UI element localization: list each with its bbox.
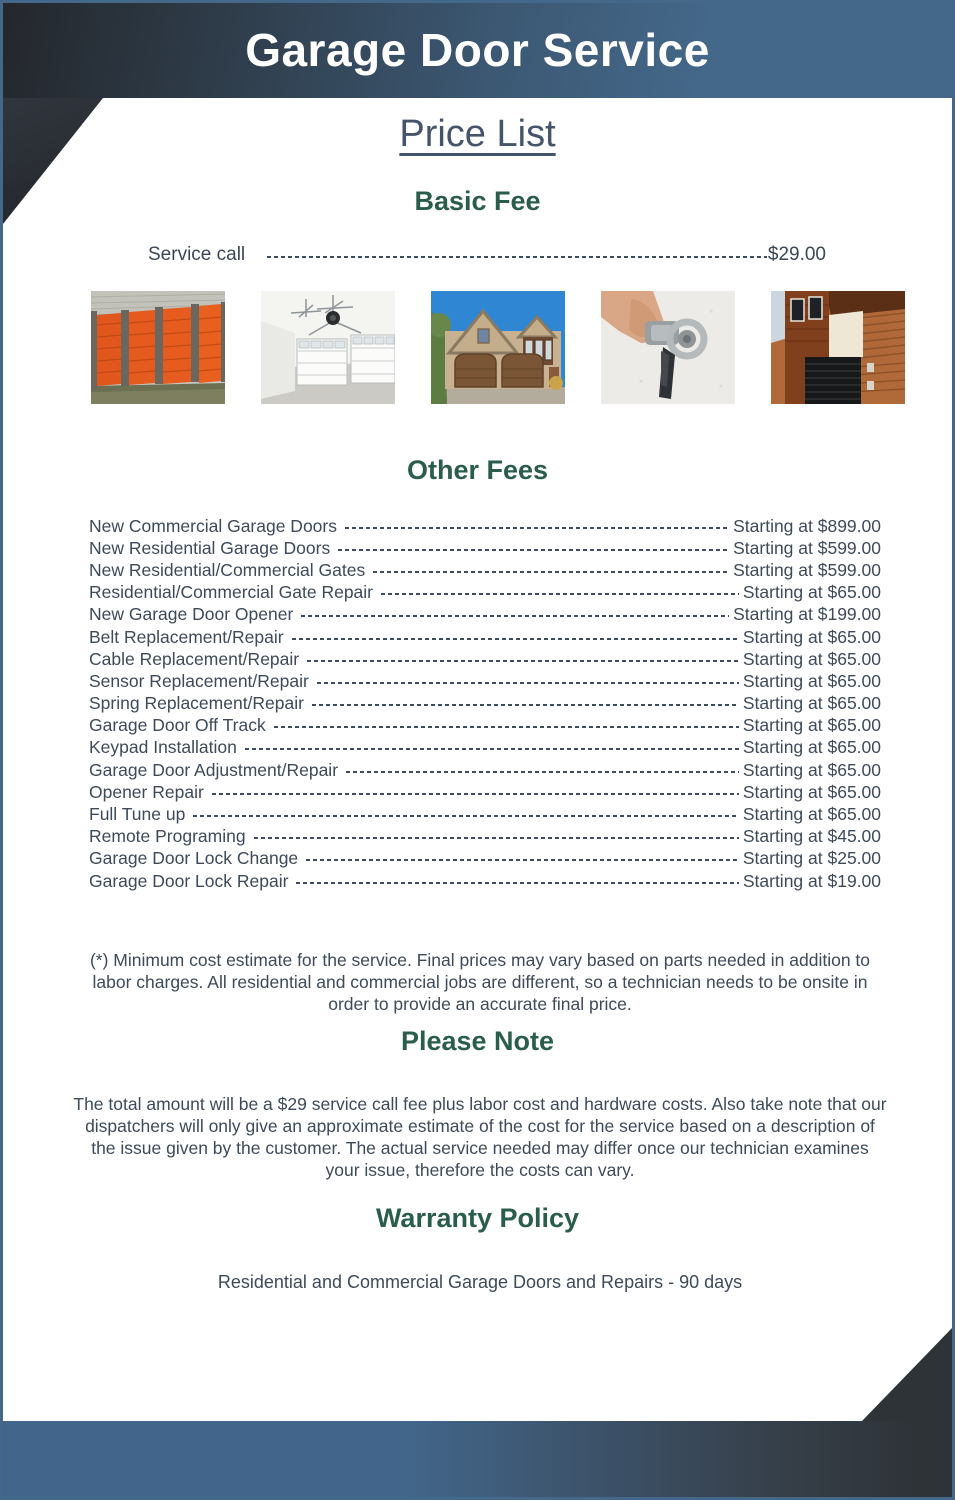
dash-leader bbox=[301, 615, 729, 617]
fee-price: Starting at $199.00 bbox=[733, 604, 881, 625]
dash-leader bbox=[296, 882, 738, 884]
dash-leader bbox=[306, 859, 739, 861]
photo-garage-interior-with-opener bbox=[261, 291, 395, 404]
fee-price: Starting at $599.00 bbox=[733, 537, 881, 558]
fee-row bbox=[89, 537, 881, 559]
fee-row bbox=[89, 515, 881, 537]
dash-leader bbox=[212, 793, 739, 795]
fee-price: Starting at $65.00 bbox=[742, 693, 881, 714]
fee-price: Starting at $65.00 bbox=[742, 804, 881, 825]
fee-row bbox=[89, 626, 881, 648]
fee-row bbox=[89, 826, 881, 848]
fee-label: New Residential/Commercial Gates bbox=[89, 559, 366, 580]
fee-label: Remote Programing bbox=[89, 826, 246, 847]
fee-label: Residential/Commercial Gate Repair bbox=[89, 582, 373, 603]
service-call-row bbox=[148, 244, 826, 266]
fee-row bbox=[89, 781, 881, 803]
fee-price: Starting at $65.00 bbox=[742, 781, 881, 802]
fee-label: Cable Replacement/Repair bbox=[89, 648, 300, 669]
fee-label: Garage Door Lock Repair bbox=[89, 870, 289, 891]
fee-price: Starting at $25.00 bbox=[742, 848, 881, 869]
fee-row bbox=[89, 715, 881, 737]
fee-price: Starting at $19.00 bbox=[742, 870, 881, 891]
fee-row bbox=[89, 803, 881, 825]
fee-price: Starting at $899.00 bbox=[733, 515, 881, 536]
fee-row bbox=[89, 848, 881, 870]
dash-leader bbox=[345, 527, 729, 529]
service-call-label: Service call bbox=[148, 244, 246, 265]
fee-price: Starting at $599.00 bbox=[733, 559, 881, 580]
fee-label: Opener Repair bbox=[89, 781, 204, 802]
fee-price: Starting at $65.00 bbox=[742, 670, 881, 691]
footer-band bbox=[3, 1421, 952, 1497]
fee-list bbox=[89, 515, 881, 892]
fee-price: Starting at $65.00 bbox=[742, 648, 881, 669]
fee-label: Spring Replacement/Repair bbox=[89, 693, 304, 714]
fee-label: Full Tune up bbox=[89, 804, 186, 825]
warranty-heading: Warranty Policy bbox=[375, 1203, 580, 1233]
fee-row bbox=[89, 604, 881, 626]
dash-leader bbox=[254, 837, 739, 839]
dash-leader bbox=[373, 571, 729, 573]
photo-house-with-two-garage-doors bbox=[431, 291, 565, 404]
fee-label: Garage Door Off Track bbox=[89, 715, 266, 736]
fee-row bbox=[89, 737, 881, 759]
dash-leader bbox=[274, 726, 739, 728]
fee-price: Starting at $65.00 bbox=[742, 759, 881, 780]
dash-leader bbox=[307, 660, 739, 662]
fee-price: Starting at $65.00 bbox=[742, 626, 881, 647]
fee-label: Garage Door Lock Change bbox=[89, 848, 299, 869]
service-call-price: $29.00 bbox=[767, 244, 826, 265]
photo-modern-wood-clad-garage bbox=[771, 291, 905, 404]
dash-leader bbox=[245, 748, 739, 750]
fee-label: New Residential Garage Doors bbox=[89, 537, 331, 558]
bottom-right-corner-wedge bbox=[862, 1328, 952, 1421]
pricing-footnote: (*) Minimum cost estimate for the service. Final prices may vary based on parts needed in addition to labor charges. All residential and commercial jobs are different, so a technician needs to be onsite in order to provide an accurate final price. bbox=[89, 949, 871, 1014]
fee-row bbox=[89, 582, 881, 604]
fee-label: Keypad Installation bbox=[89, 737, 237, 758]
basic-fee-heading: Basic Fee bbox=[414, 186, 541, 216]
fee-price: Starting at $65.00 bbox=[742, 582, 881, 603]
dash-leader bbox=[381, 593, 739, 595]
fee-label: Garage Door Adjustment/Repair bbox=[89, 759, 339, 780]
photo-orange-storage-roll-up-doors bbox=[91, 291, 225, 404]
fee-row bbox=[89, 670, 881, 692]
photo-technician-installing-keypad-lock bbox=[601, 291, 735, 404]
please-note-heading: Please Note bbox=[400, 1026, 555, 1056]
dash-leader bbox=[292, 638, 739, 640]
other-fees-heading: Other Fees bbox=[406, 455, 549, 485]
fee-price: Starting at $45.00 bbox=[742, 826, 881, 847]
photo-strip bbox=[91, 291, 905, 404]
fee-label: New Commercial Garage Doors bbox=[89, 515, 337, 536]
page-title: Garage Door Service bbox=[245, 24, 710, 76]
dash-leader bbox=[317, 682, 739, 684]
dash-leader bbox=[312, 704, 739, 706]
header-band bbox=[3, 3, 952, 98]
fee-row bbox=[89, 648, 881, 670]
fee-label: New Garage Door Opener bbox=[89, 604, 294, 625]
price-list-subtitle: Price List bbox=[399, 113, 556, 155]
dash-leader bbox=[193, 815, 739, 817]
dash-leader bbox=[338, 549, 729, 551]
please-note-body: The total amount will be a $29 service call fee plus labor cost and hardware costs. Also take note that our dispatchers will only give an approximate estimate of the cost for the service based on a description of the issue given by the customer. The actual service needed may differ once our technician examines your issue, therefore the costs can vary. bbox=[73, 1093, 887, 1180]
fee-price: Starting at $65.00 bbox=[742, 737, 881, 758]
fee-row bbox=[89, 693, 881, 715]
dash-leader bbox=[346, 771, 739, 773]
fee-label: Sensor Replacement/Repair bbox=[89, 670, 309, 691]
fee-row bbox=[89, 759, 881, 781]
fee-label: Belt Replacement/Repair bbox=[89, 626, 284, 647]
dash-leader bbox=[267, 256, 767, 258]
fee-row bbox=[89, 559, 881, 581]
fee-row bbox=[89, 870, 881, 892]
warranty-body: Residential and Commercial Garage Doors and Repairs - 90 days bbox=[217, 1272, 743, 1292]
fee-price: Starting at $65.00 bbox=[742, 715, 881, 736]
